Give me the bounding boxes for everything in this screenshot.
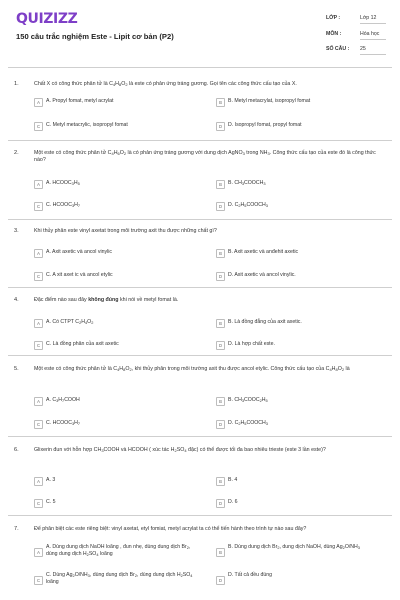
question-text: Glixerin đun với hỗn hợp $CH_3COOH$ và HCOOH ( xúc tác $H_2SO_4$ đặc) có thể được tối đa bao nhiêu trieste (este 3 lần este)? xyxy=(34,447,326,453)
question-number: 3. xyxy=(14,228,19,234)
option-d[interactable] xyxy=(214,200,386,212)
option-d[interactable] xyxy=(214,339,386,351)
option-letter-badge: C xyxy=(34,122,43,131)
option-text: D. Axit axetic và ancol vinylic. xyxy=(228,272,296,278)
option-text: B. Là đồng đẳng của axit axetic. xyxy=(228,319,302,325)
question-number: 5. xyxy=(14,366,19,372)
meta-class-value: Lớp 12 xyxy=(360,15,377,21)
option-c[interactable] xyxy=(32,120,204,132)
option-letter-badge: B xyxy=(216,180,225,189)
meta-class-label: LỚP : xyxy=(326,15,341,21)
option-text: A. $HCOOC_3H_5$ xyxy=(46,180,80,186)
meta-subject-label: MÔN : xyxy=(326,31,342,37)
option-letter-badge: A xyxy=(34,180,43,189)
option-text: A. Có CTPT $C_2H_4O_2$ xyxy=(46,319,94,325)
option-a[interactable] xyxy=(32,543,204,561)
option-text: A. Propyl fomat, metyl acrylat xyxy=(46,98,114,104)
quizizz-logo: QUIZIZZ xyxy=(16,11,78,27)
meta-subject xyxy=(326,31,380,37)
option-letter-badge: C xyxy=(34,272,43,281)
option-text: C. $HCOOC_3H_7$ xyxy=(46,202,81,208)
question-divider xyxy=(8,355,392,356)
option-text: B. $CH_3COOC_2H_5$ xyxy=(228,397,268,403)
option-letter-badge: D xyxy=(216,122,225,131)
option-text: D. $C_2H_5COOCH_3$ xyxy=(228,420,268,426)
option-letter-badge: B xyxy=(216,477,225,486)
option-a[interactable] xyxy=(32,395,204,407)
option-b[interactable] xyxy=(214,543,386,561)
option-letter-badge: C xyxy=(34,420,43,429)
worksheet-header xyxy=(0,0,400,62)
option-letter-badge: C xyxy=(34,202,43,211)
option-c[interactable] xyxy=(32,418,204,430)
meta-subject-value: Hóa học xyxy=(360,31,380,37)
option-b[interactable] xyxy=(214,317,386,329)
option-letter-badge: D xyxy=(216,341,225,350)
option-letter-badge: A xyxy=(34,397,43,406)
meta-underline xyxy=(360,39,386,40)
question-text: Một este có công thức phân tử là $C_4H_8O_2$, khi thủy phân trong môi trường axit thu được ancol etylic. Công thức cấu tạo của $C_4H_8O_2$ là xyxy=(34,366,350,372)
meta-count xyxy=(326,46,366,52)
option-text: D. Là hợp chất este. xyxy=(228,341,275,347)
question-text: Đặc điểm nào sau đây không đúng khi nói về metyl fomat là. xyxy=(34,297,179,303)
option-letter-badge: A xyxy=(34,319,43,328)
question-number: 2. xyxy=(14,150,19,156)
option-text: B. $CH_3COOCH_3$ xyxy=(228,180,266,186)
option-text: C. 5 xyxy=(46,499,56,505)
option-text: B. Axit axetic và anđehit axetic xyxy=(228,249,299,255)
question-text: Một este có công thức phân tử $C_4H_6O_2$ là có phản ứng tráng gương với dung dịch AgNO$_3$ trong $NH_3$. Công thức cấu tạo của este đó là công thức nào? xyxy=(34,150,376,164)
option-c[interactable] xyxy=(32,497,204,509)
option-letter-badge: A xyxy=(34,477,43,486)
option-c[interactable] xyxy=(32,200,204,212)
question-number: 1. xyxy=(14,81,19,87)
question-number: 7. xyxy=(14,526,19,532)
option-a[interactable] xyxy=(32,317,204,329)
option-c[interactable] xyxy=(32,339,204,351)
meta-class xyxy=(326,15,377,21)
meta-underline xyxy=(360,54,386,55)
option-letter-badge: A xyxy=(34,98,43,107)
meta-count-value: 25 xyxy=(360,46,366,52)
option-d[interactable] xyxy=(214,120,386,132)
option-text: B. 4 xyxy=(228,477,238,483)
option-letter-badge: C xyxy=(34,576,43,585)
worksheet-title: 150 câu trắc nghiệm Este - Lipit cơ bản (P2) xyxy=(16,32,174,41)
header-divider xyxy=(8,67,392,68)
option-text: D. $C_2H_5COOCH_3$ xyxy=(228,202,268,208)
option-a[interactable] xyxy=(32,247,204,259)
option-d[interactable] xyxy=(214,571,386,589)
option-a[interactable] xyxy=(32,178,204,190)
option-text: A. $C_3H_7COOH$ xyxy=(46,397,80,403)
option-letter-badge: B xyxy=(216,548,225,557)
option-b[interactable] xyxy=(214,475,386,487)
option-letter-badge: D xyxy=(216,576,225,585)
option-letter-badge: D xyxy=(216,272,225,281)
question-divider xyxy=(8,219,392,220)
option-letter-badge: D xyxy=(216,499,225,508)
meta-count-label: SỐ CÂU : xyxy=(326,46,350,52)
option-letter-badge: B xyxy=(216,249,225,258)
option-letter-badge: B xyxy=(216,397,225,406)
option-letter-badge: D xyxy=(216,202,225,211)
option-b[interactable] xyxy=(214,395,386,407)
option-letter-badge: B xyxy=(216,319,225,328)
meta-underline xyxy=(360,23,386,24)
option-text: C. A xit axet ic và ancol etylic xyxy=(46,272,113,278)
question-divider xyxy=(8,140,392,141)
question-number: 6. xyxy=(14,447,19,453)
option-b[interactable] xyxy=(214,178,386,190)
option-text: B. Dùng dung dịch $Br_2$, dung dịch NaOH, dùng $Ag_2O/NH_3$ xyxy=(228,544,360,550)
option-text: C. Dùng $Ag_2O/NH_3$, dùng dung dịch $Br_2$, dùng dung dịch $H_2SO_4$ loãng xyxy=(46,572,193,585)
option-text: A. 3 xyxy=(46,477,56,483)
option-text: C. Metyl metacrylic, isopropyl fomat xyxy=(46,122,128,128)
option-c[interactable] xyxy=(32,571,204,589)
question-number: 4. xyxy=(14,297,19,303)
option-c[interactable] xyxy=(32,270,204,282)
question-text: Chất X có công thức phân tử là $C_4H_8O_2$ là este có phản ứng tráng gương. Gọi tên các công thức cấu tạo của X. xyxy=(34,81,297,87)
question-text: Để phân biệt các este riêng biệt: vinyl axetat, etyl fomiat, metyl acrylat ta có thể tiến hành theo trình tự nào sau đây? xyxy=(34,526,307,532)
option-text: A. Axit axetic và ancol vinylic xyxy=(46,249,113,255)
option-letter-badge: B xyxy=(216,98,225,107)
option-d[interactable] xyxy=(214,497,386,509)
question-divider xyxy=(8,436,392,437)
option-d[interactable] xyxy=(214,270,386,282)
option-letter-badge: C xyxy=(34,499,43,508)
option-text: D. Isopropyl fomat, propyl fomat xyxy=(228,122,302,128)
option-text: A. Dùng dung dịch NaOH loãng , đun nhẹ, dùng dung dịch $Br_2$, dùng dung dịch $H_2SO_4$ loãng xyxy=(46,544,191,557)
option-text: C. $HCOOC_3H_7$ xyxy=(46,420,81,426)
question-divider xyxy=(8,515,392,516)
option-letter-badge: A xyxy=(34,548,43,557)
option-text: C. Là đồng phân của axit axetic xyxy=(46,341,119,347)
option-b[interactable] xyxy=(214,96,386,108)
option-a[interactable] xyxy=(32,96,204,108)
option-text: D. Tất cả đều đúng xyxy=(228,572,273,578)
option-letter-badge: A xyxy=(34,249,43,258)
option-text: B. Metyl metacrylat, isopropyl fomat xyxy=(228,98,311,104)
option-letter-badge: C xyxy=(34,341,43,350)
option-d[interactable] xyxy=(214,418,386,430)
option-a[interactable] xyxy=(32,475,204,487)
option-b[interactable] xyxy=(214,247,386,259)
option-text: D. 6 xyxy=(228,499,238,505)
option-letter-badge: D xyxy=(216,420,225,429)
question-divider xyxy=(8,287,392,288)
question-text: Khi thủy phân este vinyl axetat trong môi trường axit thu được những chất gì? xyxy=(34,228,217,234)
